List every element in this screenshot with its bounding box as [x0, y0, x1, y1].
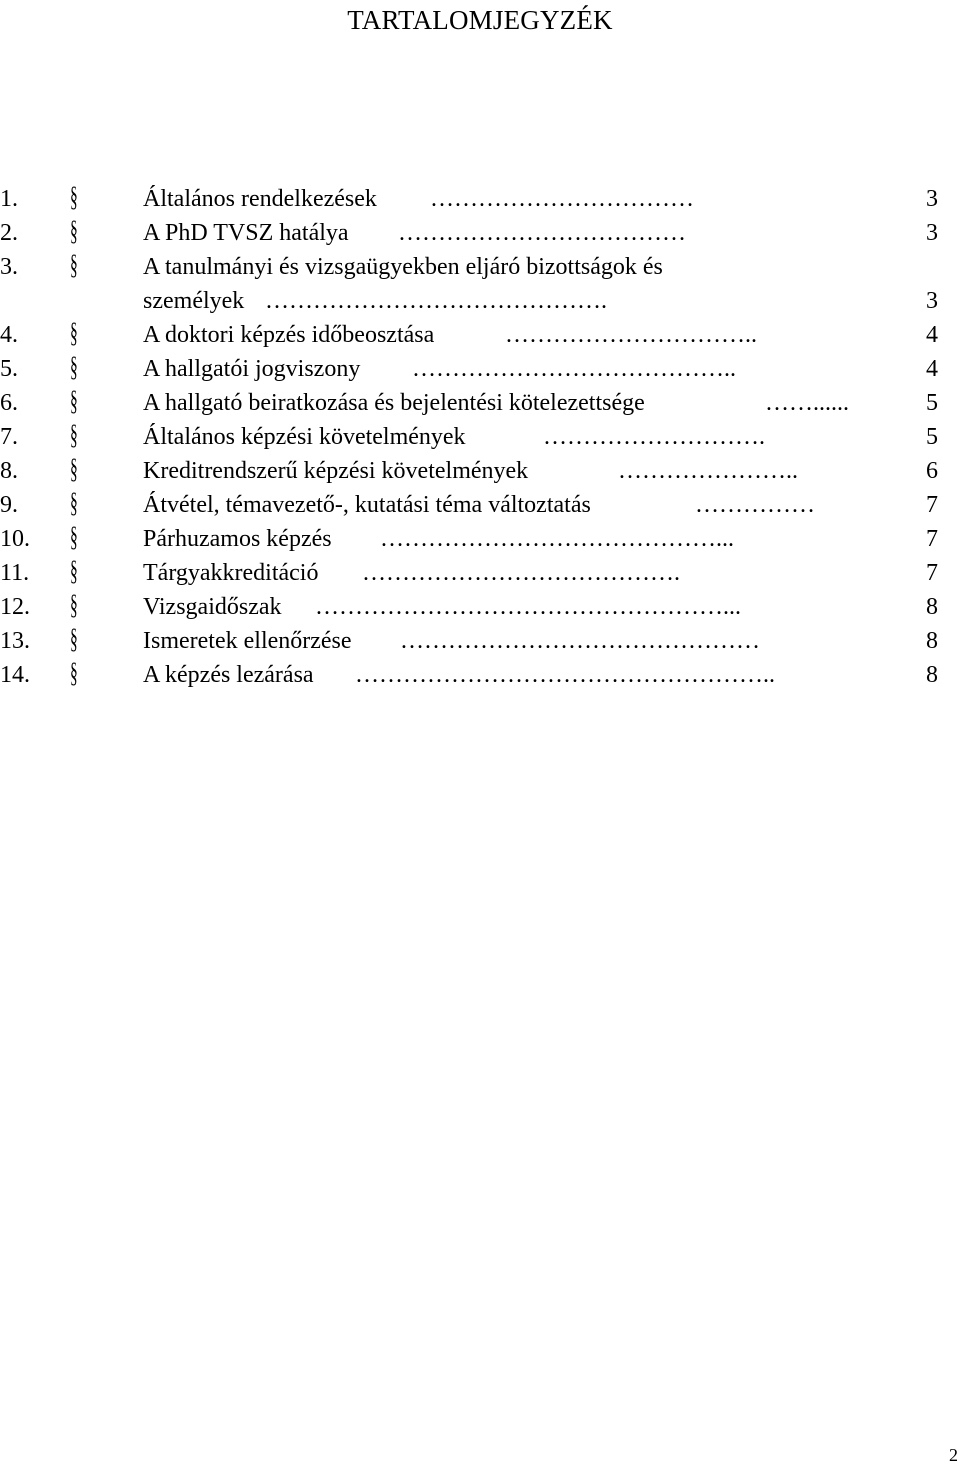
toc-entry[interactable]	[0, 250, 960, 284]
toc-entry-page: 7	[926, 526, 938, 552]
toc-entry-title: Párhuzamos képzés	[143, 526, 332, 552]
toc-entry[interactable]	[0, 522, 960, 556]
section-sign-icon: §	[70, 352, 78, 383]
toc-entry-title: személyek	[143, 288, 245, 314]
toc-entry-title: Tárgyakkreditáció	[143, 560, 319, 586]
section-sign-icon: §	[70, 182, 78, 213]
toc-entry-page: 5	[926, 390, 938, 416]
toc-entry-page: 7	[926, 492, 938, 518]
toc-entry-title: Általános képzési követelmények	[143, 424, 466, 450]
toc-entry[interactable]	[0, 454, 960, 488]
toc-entry-number: 11.	[0, 560, 30, 586]
toc-entry-number: 5.	[0, 356, 18, 382]
toc-entry-page: 3	[926, 288, 938, 314]
toc-entry-page: 3	[926, 220, 938, 246]
toc-entry-leader: ……………………….	[543, 424, 765, 450]
section-sign-icon: §	[70, 216, 78, 247]
toc-entry-number: 12.	[0, 594, 30, 620]
toc-entry[interactable]	[0, 590, 960, 624]
toc-entry[interactable]	[0, 386, 960, 420]
section-sign-icon: §	[70, 624, 78, 655]
toc-entry-page: 4	[926, 322, 938, 348]
toc-entry-number: 4.	[0, 322, 18, 348]
toc-entry-leader: ………………………………………	[400, 628, 760, 654]
section-sign-icon: §	[70, 454, 78, 485]
toc-entry-title: Vizsgaidőszak	[143, 594, 282, 620]
toc-entry[interactable]	[0, 420, 960, 454]
toc-entry[interactable]	[0, 216, 960, 250]
toc-entry-number: 9.	[0, 492, 18, 518]
toc-entry-leader: …………………………………..	[412, 356, 736, 382]
footer-page-number: 2	[949, 1445, 958, 1465]
toc-entry-page: 8	[926, 628, 938, 654]
toc-entry-leader: ……......	[765, 390, 849, 416]
section-sign-icon: §	[70, 386, 78, 417]
toc-entry[interactable]	[0, 658, 960, 692]
section-sign-icon: §	[70, 556, 78, 587]
toc-entry-leader: ……………………………	[430, 186, 694, 212]
toc-entry-number: 6.	[0, 390, 18, 416]
toc-entry-number: 13.	[0, 628, 30, 654]
toc-entry-title: A hallgató beiratkozása és bejelentési kötelezettsége	[143, 390, 645, 416]
toc-entry-page: 3	[926, 186, 938, 212]
toc-entry-leader: ……………………………………………...	[315, 594, 741, 620]
toc-entry-number: 14.	[0, 662, 30, 688]
toc-entry-leader: ……………………………………...	[380, 526, 734, 552]
section-sign-icon: §	[70, 250, 78, 281]
toc-entry[interactable]	[0, 624, 960, 658]
section-sign-icon: §	[70, 658, 78, 689]
toc-entry-page: 7	[926, 560, 938, 586]
toc-entry-number: 3.	[0, 254, 18, 280]
toc-entry-page: 4	[926, 356, 938, 382]
toc-entry-leader: ……………	[695, 492, 815, 518]
toc-entry-title: A doktori képzés időbeosztása	[143, 322, 435, 348]
toc-entry[interactable]	[0, 182, 960, 216]
page-title: TARTALOMJEGYZÉK	[347, 5, 613, 35]
toc-entry[interactable]	[0, 318, 960, 352]
toc-entry-number: 8.	[0, 458, 18, 484]
section-sign-icon: §	[70, 590, 78, 621]
section-sign-icon: §	[70, 318, 78, 349]
section-sign-icon: §	[70, 522, 78, 553]
toc-entry-number: 2.	[0, 220, 18, 246]
toc-entry-title: A hallgatói jogviszony	[143, 356, 361, 382]
toc-entry-title: Kreditrendszerű képzési követelmények	[143, 458, 529, 484]
table-of-contents	[0, 182, 960, 692]
toc-entry-number: 1.	[0, 186, 18, 212]
toc-entry-page: 8	[926, 662, 938, 688]
toc-entry-leader: …………………………………….	[265, 288, 607, 314]
toc-entry-number: 10.	[0, 526, 30, 552]
toc-entry-leader: …………………..	[618, 458, 798, 484]
toc-entry-number: 7.	[0, 424, 18, 450]
toc-entry-leader: …………………………..	[505, 322, 757, 348]
toc-entry[interactable]	[0, 488, 960, 522]
toc-entry-page: 6	[926, 458, 938, 484]
toc-entry-page: 5	[926, 424, 938, 450]
toc-entry-page: 8	[926, 594, 938, 620]
section-sign-icon: §	[70, 488, 78, 519]
toc-entry-title: A tanulmányi és vizsgaügyekben eljáró bizottságok és	[143, 254, 663, 280]
toc-entry-title: Ismeretek ellenőrzése	[143, 628, 352, 654]
section-sign-icon: §	[70, 420, 78, 451]
toc-entry-leader: ………………………………….	[362, 560, 680, 586]
toc-entry[interactable]	[0, 556, 960, 590]
toc-entry-title: A PhD TVSZ hatálya	[143, 220, 349, 246]
toc-entry-leader: ………………………………	[398, 220, 686, 246]
toc-entry-leader: ……………………………………………..	[355, 662, 775, 688]
toc-entry-continuation[interactable]	[0, 284, 960, 318]
toc-entry-title: A képzés lezárása	[143, 662, 314, 688]
toc-entry-title: Általános rendelkezések	[143, 186, 377, 212]
toc-entry-title: Átvétel, témavezető-, kutatási téma változtatás	[143, 492, 591, 518]
toc-entry[interactable]	[0, 352, 960, 386]
